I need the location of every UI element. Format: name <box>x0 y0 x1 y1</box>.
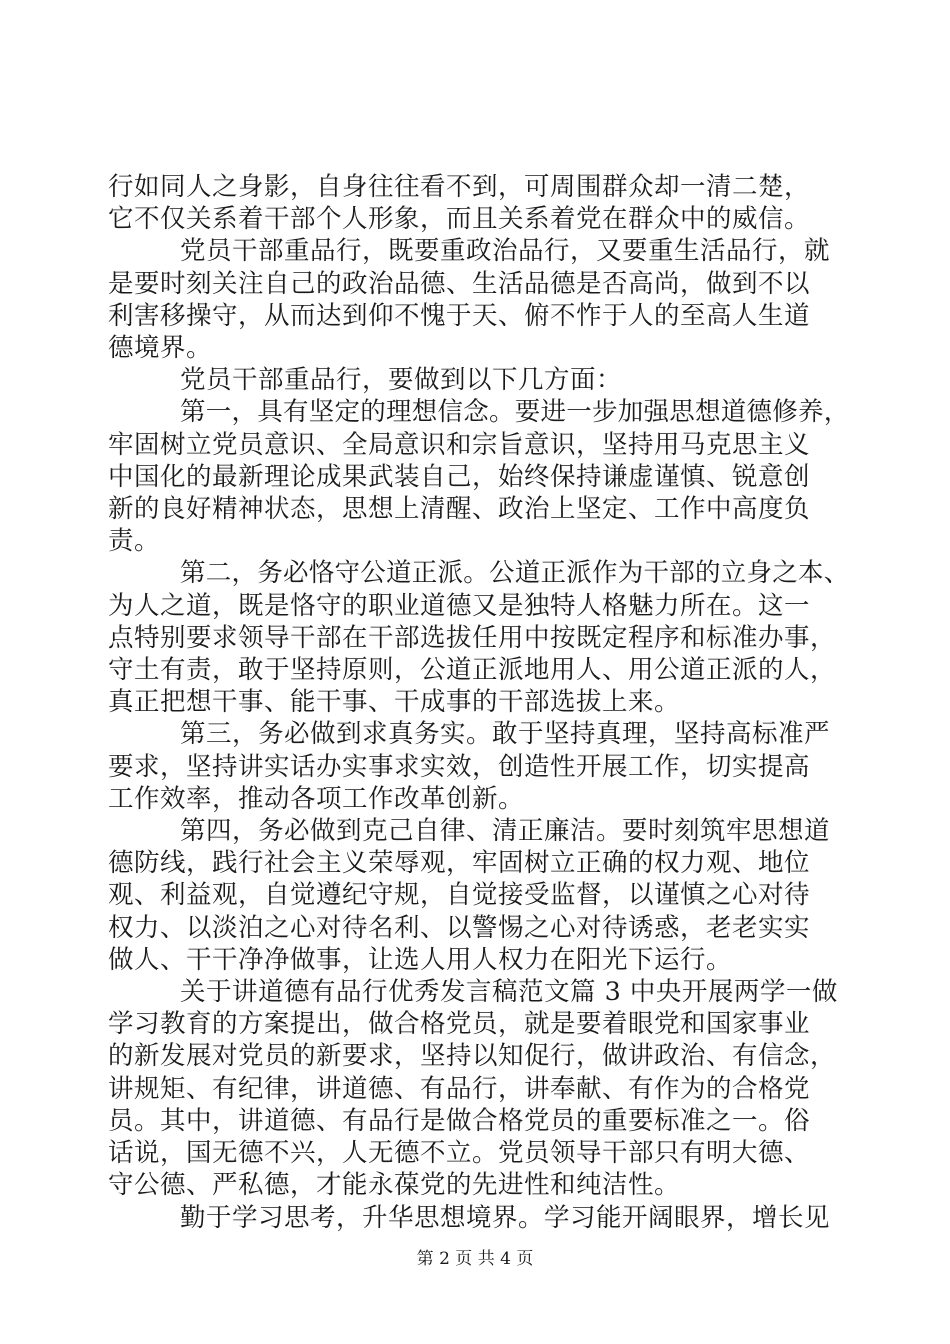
text-line: 守土有责，敢于坚持原则，公道正派地用人、用公道正派的人， <box>108 655 837 686</box>
text-line: 守公德、严私德，才能永葆党的先进性和纯洁性。 <box>108 1170 681 1201</box>
text-line: 新的良好精神状态，思想上清醒、政治上坚定、工作中高度负 <box>108 494 811 525</box>
text-line: 做人、干干净净做事，让选人用人权力在阳光下运行。 <box>108 944 733 975</box>
text-line: 讲规矩、有纪律，讲道德、有品行，讲奉献、有作为的合格党 <box>108 1073 811 1104</box>
text-line: 真正把想干事、能干事、干成事的干部选拔上来。 <box>108 687 681 718</box>
document-body <box>108 171 848 1234</box>
text-line: 是要时刻关注自己的政治品德、生活品德是否高尚，做到不以 <box>108 268 811 299</box>
text-line: 党员干部重品行，要做到以下几方面： <box>180 365 623 396</box>
text-line: 牢固树立党员意识、全局意识和宗旨意识，坚持用马克思主义 <box>108 429 811 460</box>
text-line: 第二，务必恪守公道正派。公道正派作为干部的立身之本、 <box>180 558 850 589</box>
text-line: 第一，具有坚定的理想信念。要进一步加强思想道德修养， <box>180 397 850 428</box>
text-line: 工作效率，推动各项工作改革创新。 <box>108 783 525 814</box>
text-line: 中国化的最新理论成果武装自己，始终保持谦虚谨慎、锐意创 <box>108 461 811 492</box>
text-line: 为人之道，既是恪守的职业道德又是独特人格魅力所在。这一 <box>108 590 811 621</box>
text-line: 的新发展对党员的新要求，坚持以知促行，做讲政治、有信念， <box>108 1041 837 1072</box>
text-line: 党员干部重品行，既要重政治品行，又要重生活品行，就 <box>180 236 831 267</box>
text-line: 第三，务必做到求真务实。敢于坚持真理，坚持高标准严 <box>180 719 831 750</box>
text-line: 德境界。 <box>108 333 213 364</box>
text-line: 要求，坚持讲实话办实事求实效，创造性开展工作，切实提高 <box>108 751 811 782</box>
text-line: 德防线，践行社会主义荣辱观，牢固树立正确的权力观、地位 <box>108 848 811 879</box>
text-line: 第四，务必做到克己自律、清正廉洁。要时刻筑牢思想道 <box>180 816 831 847</box>
text-line: 关于讲道德有品行优秀发言稿范文篇 3 中央开展两学一做 <box>180 977 838 1008</box>
text-line: 员。其中，讲道德、有品行是做合格党员的重要标准之一。俗 <box>108 1105 811 1136</box>
page-footer: 第 2 页 共 4 页 <box>416 1249 534 1269</box>
text-line: 点特别要求领导干部在干部选拔任用中按既定程序和标准办事， <box>108 622 837 653</box>
text-line: 利害移操守，从而达到仰不愧于天、俯不怍于人的至高人生道 <box>108 300 811 331</box>
text-line: 观、利益观，自觉遵纪守规，自觉接受监督，以谨慎之心对待 <box>108 880 811 911</box>
text-line: 勤于学习思考，升华思想境界。学习能开阔眼界，增长见 <box>180 1202 831 1233</box>
text-line: 权力、以淡泊之心对待名利、以警惕之心对待诱惑，老老实实 <box>108 912 811 943</box>
text-line: 责。 <box>108 526 161 557</box>
text-line: 学习教育的方案提出，做合格党员，就是要着眼党和国家事业 <box>108 1009 811 1040</box>
text-line: 行如同人之身影，自身往往看不到，可周围群众却一清二楚， <box>108 172 811 202</box>
text-line: 它不仅关系着干部个人形象，而且关系着党在群众中的威信。 <box>108 204 811 235</box>
text-line: 话说，国无德不兴，人无德不立。党员领导干部只有明大德、 <box>108 1138 811 1169</box>
